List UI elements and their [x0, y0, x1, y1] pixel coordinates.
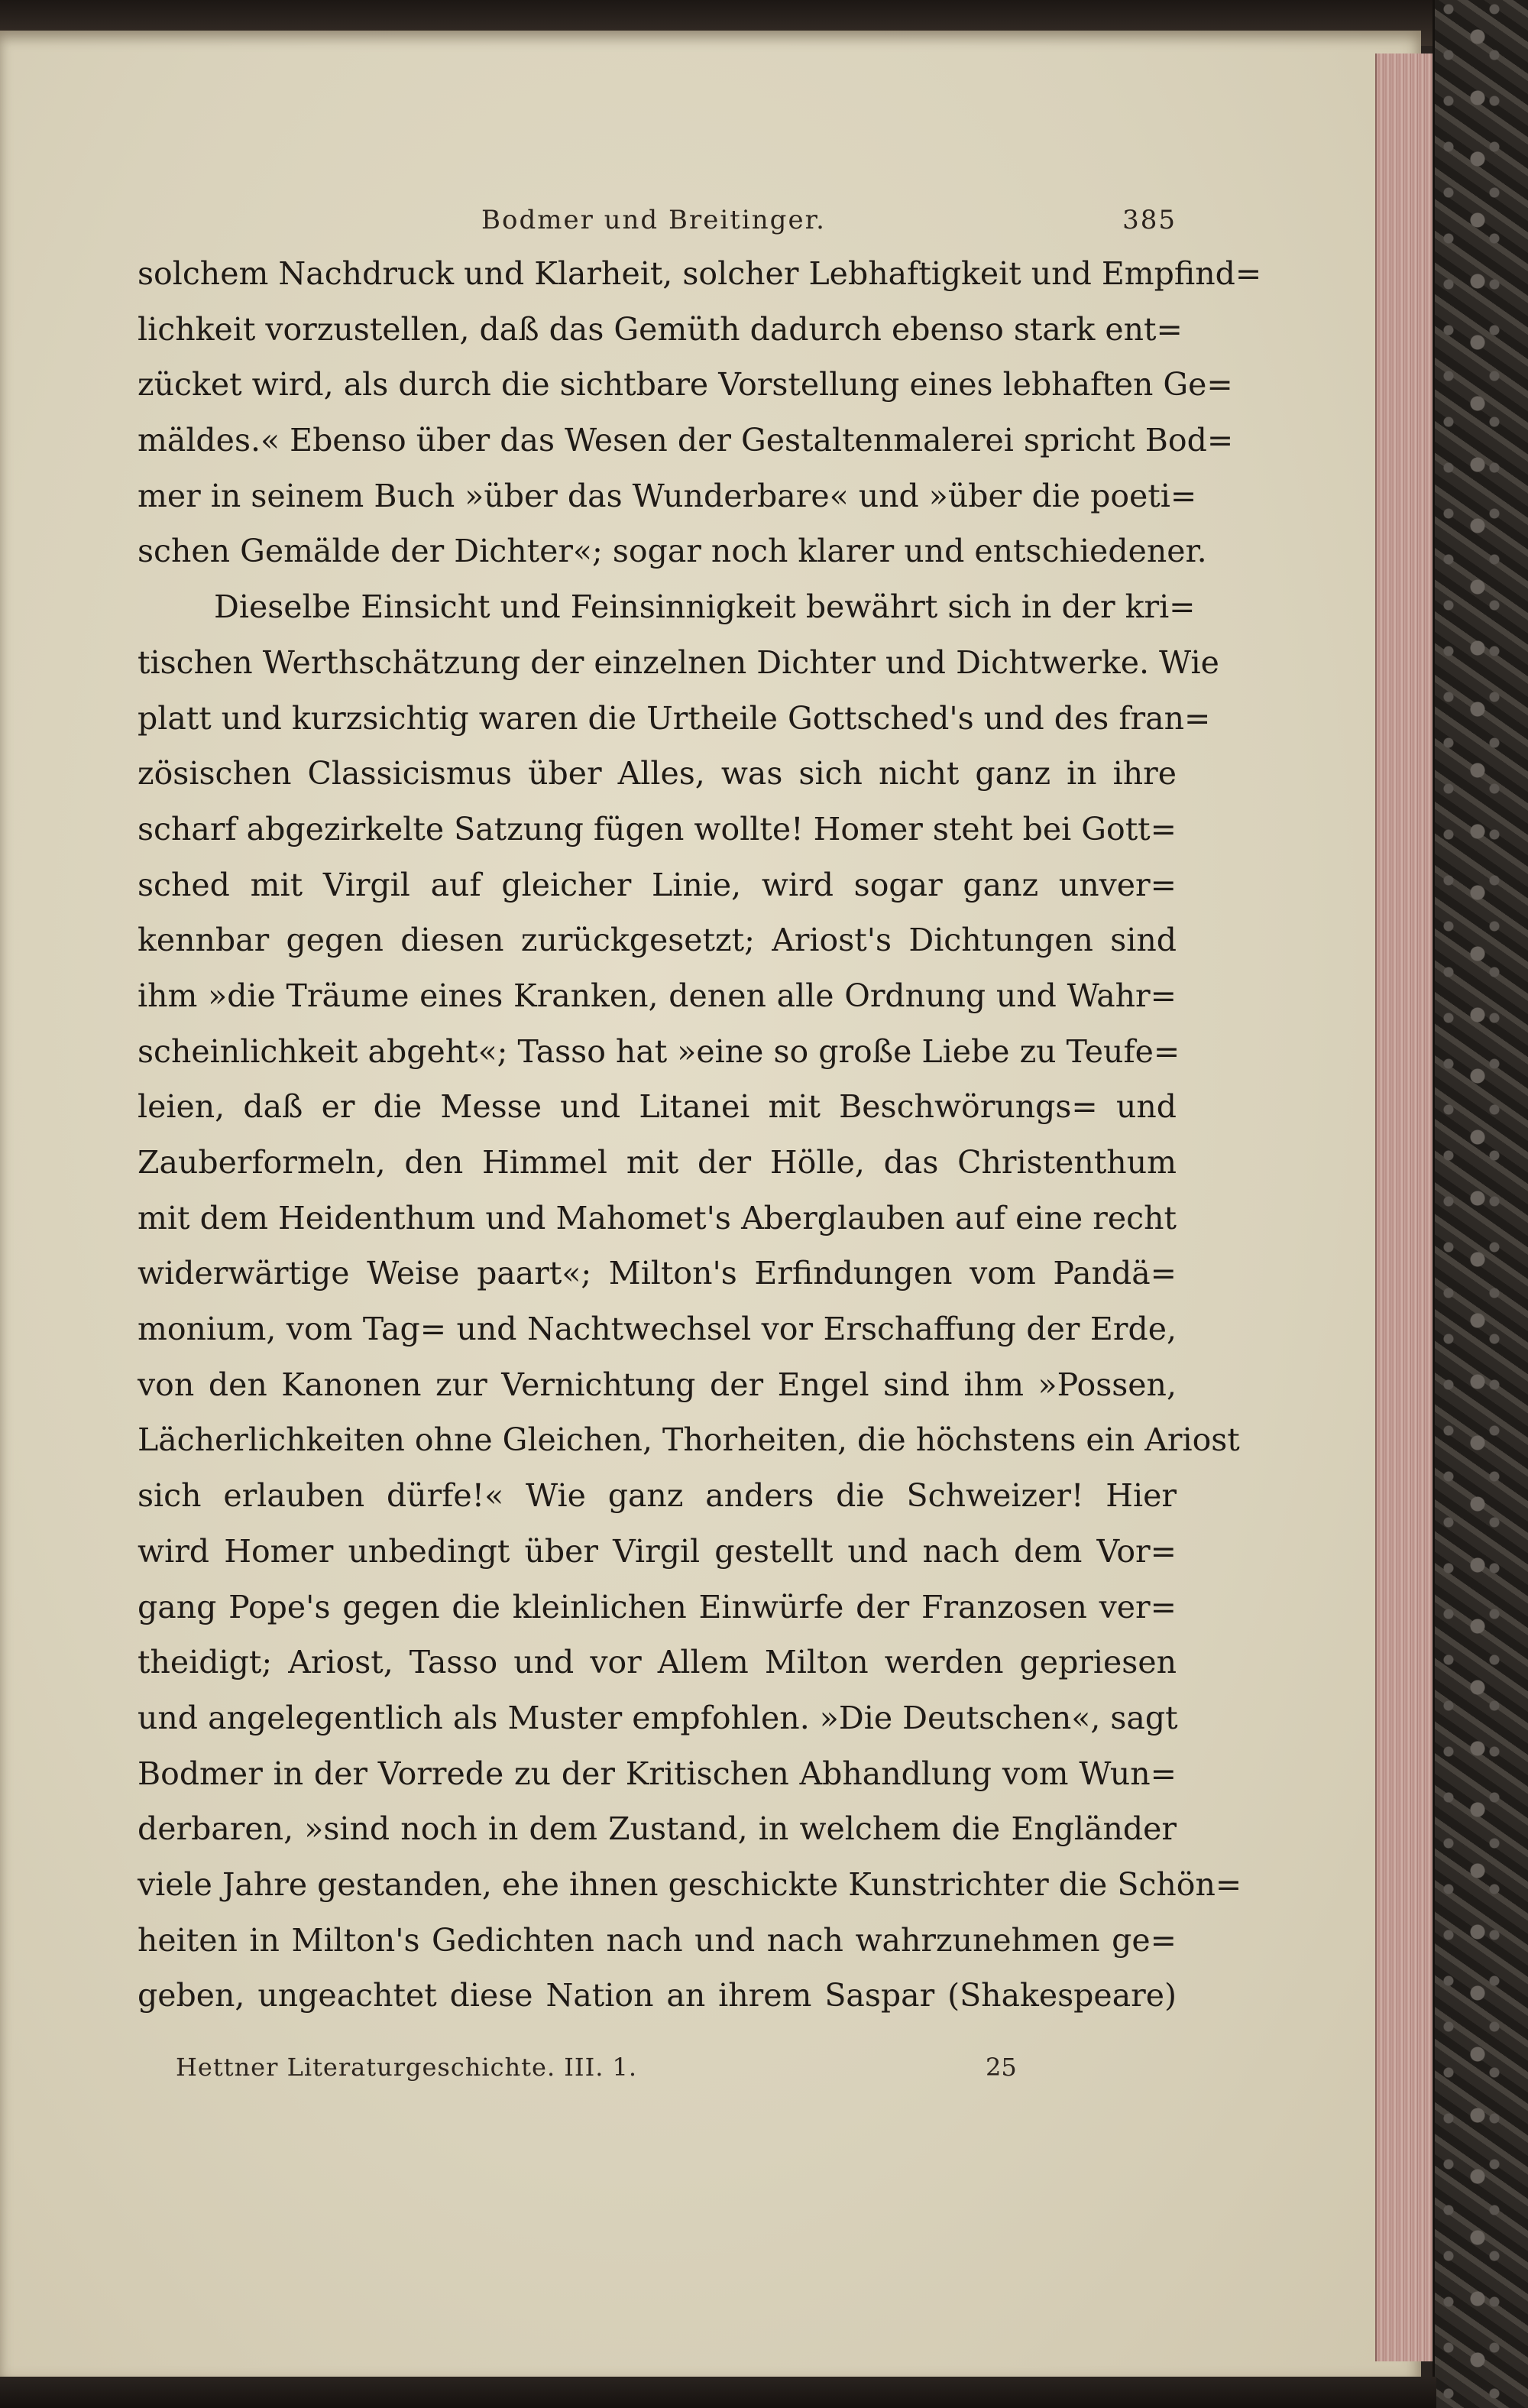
text-line: solchem Nachdruck und Klarheit, solcher Lebhaftigkeit und Empfind=	[138, 255, 1262, 292]
body-text	[138, 246, 1262, 2024]
text-line: scharf abgezirkelte Satzung fügen wollte! Homer steht bei Gott=	[138, 810, 1177, 847]
text-line: mer in seinem Buch »über das Wunderbare« und »über die poeti=	[138, 477, 1197, 514]
text-line: zücket wird, als durch die sichtbare Vorstellung eines lebhaften Ge=	[138, 366, 1233, 403]
text-line: mäldes.« Ebenso über das Wesen der Gestaltenmalerei spricht Bod=	[138, 422, 1234, 459]
text-line: derbaren, »sind noch in dem Zustand, in welchem die Engländer	[138, 1810, 1177, 1848]
text-line: ihm »die Träume eines Kranken, denen alle Ordnung und Wahr=	[138, 977, 1177, 1014]
page-edges	[1375, 53, 1434, 2361]
text-line: zösischen Classicismus über Alles, was sich nicht ganz in ihre	[138, 755, 1177, 792]
text-line: monium, vom Tag= und Nachtwechsel vor Erschaffung der Erde,	[138, 1311, 1177, 1348]
text-line: schen Gemälde der Dichter«; sogar noch klarer und entschiedener.	[138, 533, 1207, 570]
text-line: Bodmer in der Vorrede zu der Kritischen Abhandlung vom Wun=	[138, 1755, 1177, 1792]
text-line: Zauberformeln, den Himmel mit der Hölle, das Christenthum	[138, 1144, 1177, 1181]
text-line: heiten in Milton's Gedichten nach und nach wahrzunehmen ge=	[138, 1921, 1177, 1959]
text-line: platt und kurzsichtig waren die Urtheile Gottsched's und des fran=	[138, 699, 1211, 737]
text-line: theidigt; Ariost, Tasso und vor Allem Milton werden gepriesen	[138, 1644, 1177, 1681]
book-cover-marbled	[1432, 0, 1528, 2408]
text-line: widerwärtige Weise paart«; Milton's Erfindungen vom Pandä=	[138, 1255, 1177, 1292]
text-line: leien, daß er die Messe und Litanei mit Beschwörungs= und	[138, 1088, 1177, 1126]
text-line: von den Kanonen zur Vernichtung der Engel sind ihm »Possen,	[138, 1366, 1177, 1403]
text-line: Dieselbe Einsicht und Feinsinnigkeit bewährt sich in der kri=	[214, 588, 1196, 626]
page-number: 385	[1122, 205, 1177, 235]
text-line: geben, ungeachtet diese Nation an ihrem Saspar (Shakespeare)	[138, 1977, 1177, 2014]
text-line: kennbar gegen diesen zurückgesetzt; Ariost's Dichtungen sind	[138, 922, 1177, 959]
text-line: scheinlichkeit abgeht«; Tasso hat »eine so große Liebe zu Teufe=	[138, 1032, 1180, 1070]
text-line: tischen Werthschätzung der einzelnen Dichter und Dichtwerke. Wie	[138, 643, 1219, 681]
text-line: und angelegentlich als Muster empfohlen. »Die Deutschen«, sagt	[138, 1699, 1178, 1736]
text-line: sched mit Virgil auf gleicher Linie, wird sogar ganz unver=	[138, 866, 1177, 903]
background-bottom	[0, 2377, 1436, 2408]
text-line: wird Homer unbedingt über Virgil gestellt und nach dem Vor=	[138, 1532, 1177, 1570]
page-footer	[176, 2053, 1169, 2091]
running-title: Bodmer und Breitinger.	[481, 205, 826, 235]
sheet-number: 25	[986, 2053, 1017, 2082]
text-line: viele Jahre gestanden, ehe ihnen geschickte Kunstrichter die Schön=	[138, 1865, 1242, 1903]
text-line: mit dem Heidenthum und Mahomet's Aberglauben auf eine recht	[138, 1199, 1177, 1236]
text-line: Lächerlichkeiten ohne Gleichen, Thorheiten, die höchstens ein Ariost	[138, 1421, 1240, 1459]
text-line: lichkeit vorzustellen, daß das Gemüth dadurch ebenso stark ent=	[138, 310, 1183, 348]
text-line: sich erlauben dürfe!« Wie ganz anders die Schweizer! Hier	[138, 1477, 1177, 1515]
printer-signature: Hettner Literaturgeschichte. III. 1.	[176, 2053, 638, 2082]
text-line: gang Pope's gegen die kleinlichen Einwürfe der Franzosen ver=	[138, 1588, 1177, 1625]
running-header	[138, 205, 1177, 248]
